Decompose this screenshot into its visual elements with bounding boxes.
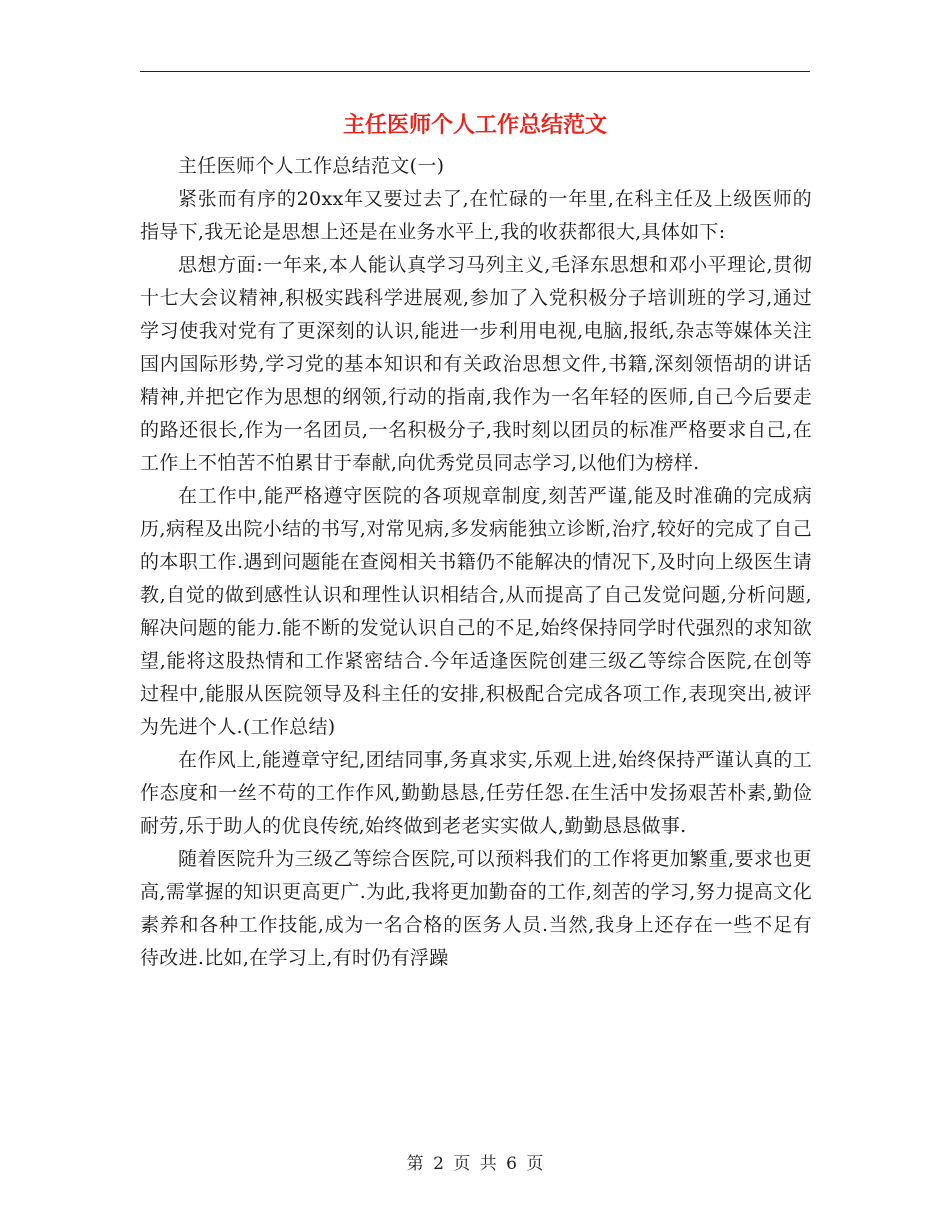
- document-body: [140, 150, 812, 975]
- subtitle-paragraph: 主任医师个人工作总结范文(一): [178, 155, 445, 177]
- document-title: 主任医师个人工作总结范文: [342, 113, 607, 138]
- conduct-paragraph: 在作风上,能遵章守纪,团结同事,务真求实,乐观上进,始终保持严谨认真的工作态度和一丝不苟的工作作风,勤勤恳恳,任劳任怨.在生活中发扬艰苦朴素,勤俭耐劳,乐于助人的优良传统,始终做到老老实实做人,勤勤恳恳做事.: [140, 749, 812, 837]
- header-rule: [140, 71, 810, 72]
- outlook-paragraph: 随着医院升为三级乙等综合医院,可以预料我们的工作将更加繁重,要求也更高,需掌握的知识更高更广.为此,我将更加勤奋的工作,刻苦的学习,努力提高文化素养和各种工作技能,成为一名合格的医务人员.当然,我身上还存在一些不足有待改进.比如,在学习上,有时仍有浮躁: [140, 848, 812, 969]
- ideology-paragraph: 思想方面:一年来,本人能认真学习马列主义,毛泽东思想和邓小平理论,贯彻十七大会议精神,积极实践科学进展观,参加了入党积极分子培训班的学习,通过学习使我对党有了更深刻的认识,能进一步利用电视,电脑,报纸,杂志等媒体关注国内国际形势,学习党的基本知识和有关政治思想文件,书籍,深刻领悟胡的讲话精神,并把它作为思想的纲领,行动的指南,我作为一名年轻的医师,自己今后要走的路还很长,作为一名团员,一名积极分子,我时刻以团员的标准严格要求自己,在工作上不怕苦不怕累甘于奉献,向优秀党员同志学习,以他们为榜样.: [140, 254, 812, 474]
- intro-paragraph: 紧张而有序的20xx年又要过去了,在忙碌的一年里,在科主任及上级医师的指导下,我无论是思想上还是在业务水平上,我的收获都很大,具体如下:: [140, 188, 812, 243]
- page-footer: 第 2 页 共 6 页: [406, 1154, 544, 1174]
- work-paragraph: 在工作中,能严格遵守医院的各项规章制度,刻苦严谨,能及时准确的完成病历,病程及出院小结的书写,对常见病,多发病能独立诊断,治疗,较好的完成了自己的本职工作.遇到问题能在查阅相关书籍仍不能解决的情况下,及时向上级医生请教,自觉的做到感性认识和理性认识相结合,从而提高了自己发觉问题,分析问题,解决问题的能力.能不断的发觉认识自己的不足,始终保持同学时代强烈的求知欲望,能将这股热情和工作紧密结合.今年适逢医院创建三级乙等综合医院,在创等过程中,能服从医院领导及科主任的安排,积极配合完成各项工作,表现突出,被评为先进个人.(工作总结): [140, 485, 812, 738]
